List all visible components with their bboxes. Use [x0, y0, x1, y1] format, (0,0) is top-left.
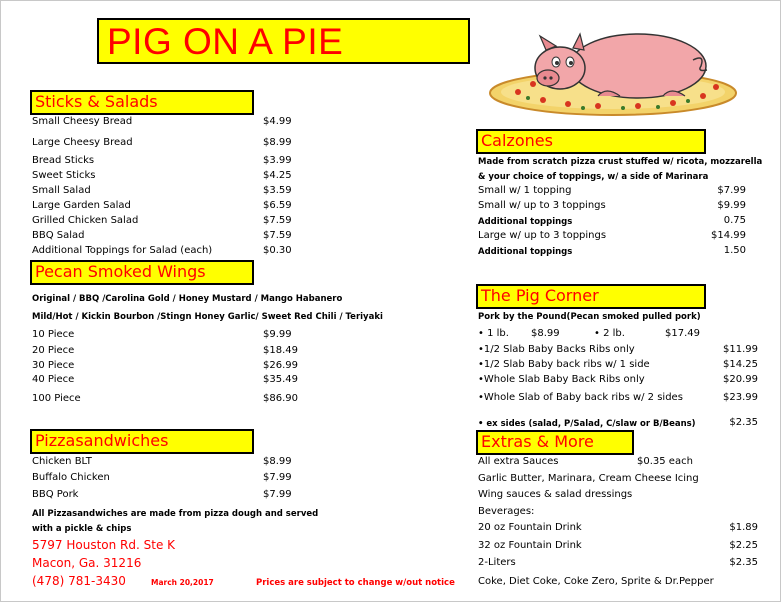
extra-sauces-price: $0.35 each [637, 456, 693, 467]
menu-item-price: $18.49 [263, 345, 298, 356]
extras-line: Garlic Butter, Marinara, Cream Cheese Icing [478, 473, 699, 484]
menu-item-name: Sweet Sticks [32, 170, 96, 181]
menu-item-name: Large Cheesy Bread [32, 137, 133, 148]
menu-item-name: Bread Sticks [32, 155, 95, 166]
menu-item-price: $6.59 [263, 200, 292, 211]
pizzasandwiches-header: Pizzasandwiches [30, 429, 254, 454]
menu-item-name: 10 Piece [32, 329, 75, 340]
menu-date: March 20,2017 [151, 578, 214, 587]
pizzasandwich-note: All Pizzasandwiches are made from pizza dough and served [32, 509, 319, 519]
pizzasandwich-note: with a pickle & chips [32, 524, 132, 534]
menu-item-name: Small w/ up to 3 toppings [478, 200, 606, 211]
menu-item-price: $7.59 [263, 215, 292, 226]
menu-item-price: $7.99 [263, 472, 292, 483]
menu-item-price: $9.99 [263, 329, 292, 340]
menu-item-name: Large Garden Salad [32, 200, 131, 211]
menu-item-name: • 1 lb. [478, 328, 509, 339]
menu-item-price: $2.25 [729, 540, 758, 551]
menu-item-name: Additional toppings [478, 217, 573, 227]
calzone-description: & your choice of toppings, w/ a side of Marinara [478, 172, 709, 182]
menu-item-price: 1.50 [723, 245, 746, 256]
menu-item-price: 0.75 [723, 215, 746, 226]
page-title: PIG ON A PIE [97, 18, 470, 64]
menu-item-name: Grilled Chicken Salad [32, 215, 139, 226]
menu-item-price: $35.49 [263, 374, 298, 385]
wing-flavors: Original / BBQ /Carolina Gold / Honey Mustard / Mango Habanero [32, 294, 343, 304]
menu-item-name: • 2 lb. [594, 328, 625, 339]
menu-item-name: 32 oz Fountain Drink [478, 540, 582, 551]
menu-item-price: $7.59 [263, 230, 292, 241]
menu-item-name: 30 Piece [32, 360, 75, 371]
menu-item-name: Small Salad [32, 185, 91, 196]
sticks-salads-header: Sticks & Salads [30, 90, 254, 115]
menu-item-price: $11.99 [723, 344, 758, 355]
menu-item-price: $2.35 [729, 557, 758, 568]
menu-item-price: $0.30 [263, 245, 292, 256]
menu-item-price: $2.35 [729, 417, 758, 428]
menu-item-name: Additional Toppings for Salad (each) [32, 245, 213, 256]
menu-item-name: Small w/ 1 topping [478, 185, 572, 196]
menu-item-price: $14.25 [723, 359, 758, 370]
menu-item-price: $3.59 [263, 185, 292, 196]
menu-item-name: Chicken BLT [32, 456, 92, 467]
extras-line: Wing sauces & salad dressings [478, 489, 633, 500]
pig-corner-subtitle: Pork by the Pound(Pecan smoked pulled pork) [478, 312, 701, 322]
menu-item-name: •1/2 Slab Baby Backs Ribs only [478, 344, 635, 355]
phone-number: (478) 781-3430 [32, 574, 126, 588]
menu-item-price: $86.90 [263, 393, 298, 404]
menu-item-price: $26.99 [263, 360, 298, 371]
pig-corner-header: The Pig Corner [476, 284, 706, 309]
menu-item-name: Buffalo Chicken [32, 472, 110, 483]
menu-item-price: $23.99 [723, 392, 758, 403]
menu-item-price: $8.99 [263, 137, 292, 148]
menu-item-price: $4.25 [263, 170, 292, 181]
menu-item-price: $8.99 [263, 456, 292, 467]
street-address: 5797 Houston Rd. Ste K [32, 538, 176, 552]
menu-item-price: $17.49 [665, 328, 700, 339]
menu-item-price: $9.99 [717, 200, 746, 211]
calzones-header: Calzones [476, 129, 706, 154]
extras-header: Extras & More [476, 430, 634, 455]
menu-item-price: $1.89 [729, 522, 758, 533]
menu-item-name: Small Cheesy Bread [32, 116, 133, 127]
menu-item-name: BBQ Salad [32, 230, 85, 241]
soda-list: Coke, Diet Coke, Coke Zero, Sprite & Dr.Pepper [478, 576, 714, 587]
menu-item-name: 20 Piece [32, 345, 75, 356]
wing-flavors: Mild/Hot / Kickin Bourbon /Stingn Honey Garlic/ Sweet Red Chili / Teriyaki [32, 312, 383, 322]
menu-item-name: 40 Piece [32, 374, 75, 385]
menu-item-price: $8.99 [531, 328, 560, 339]
menu-item-price: $20.99 [723, 374, 758, 385]
wings-header: Pecan Smoked Wings [30, 260, 254, 285]
menu-item-name: •1/2 Slab Baby back ribs w/ 1 side [478, 359, 650, 370]
menu-item-name: 2-Liters [478, 557, 516, 568]
menu-item-name: •Whole Slab Baby Back Ribs only [478, 374, 645, 385]
menu-item-price: $7.99 [263, 489, 292, 500]
pig-on-pizza-logo [488, 18, 738, 118]
calzone-description: Made from scratch pizza crust stuffed w/ ricota, mozzarella [478, 157, 763, 167]
price-disclaimer: Prices are subject to change w/out notice [256, 578, 455, 588]
menu-item-price: $14.99 [711, 230, 746, 241]
menu-item-price: $4.99 [263, 116, 292, 127]
extra-sauces-label: All extra Sauces [478, 456, 559, 467]
menu-item-name: •Whole Slab of Baby back ribs w/ 2 sides [478, 392, 683, 403]
menu-item-name: BBQ Pork [32, 489, 79, 500]
menu-item-name: Additional toppings [478, 247, 573, 257]
menu-item-name: 100 Piece [32, 393, 81, 404]
menu-item-price: $7.99 [717, 185, 746, 196]
menu-item-name: 20 oz Fountain Drink [478, 522, 582, 533]
city-address: Macon, Ga. 31216 [32, 556, 142, 570]
menu-item-name: • ex sides (salad, P/Salad, C/slaw or B/Beans) [478, 419, 696, 429]
beverages-label: Beverages: [478, 506, 535, 517]
menu-item-price: $3.99 [263, 155, 292, 166]
menu-item-name: Large w/ up to 3 toppings [478, 230, 607, 241]
